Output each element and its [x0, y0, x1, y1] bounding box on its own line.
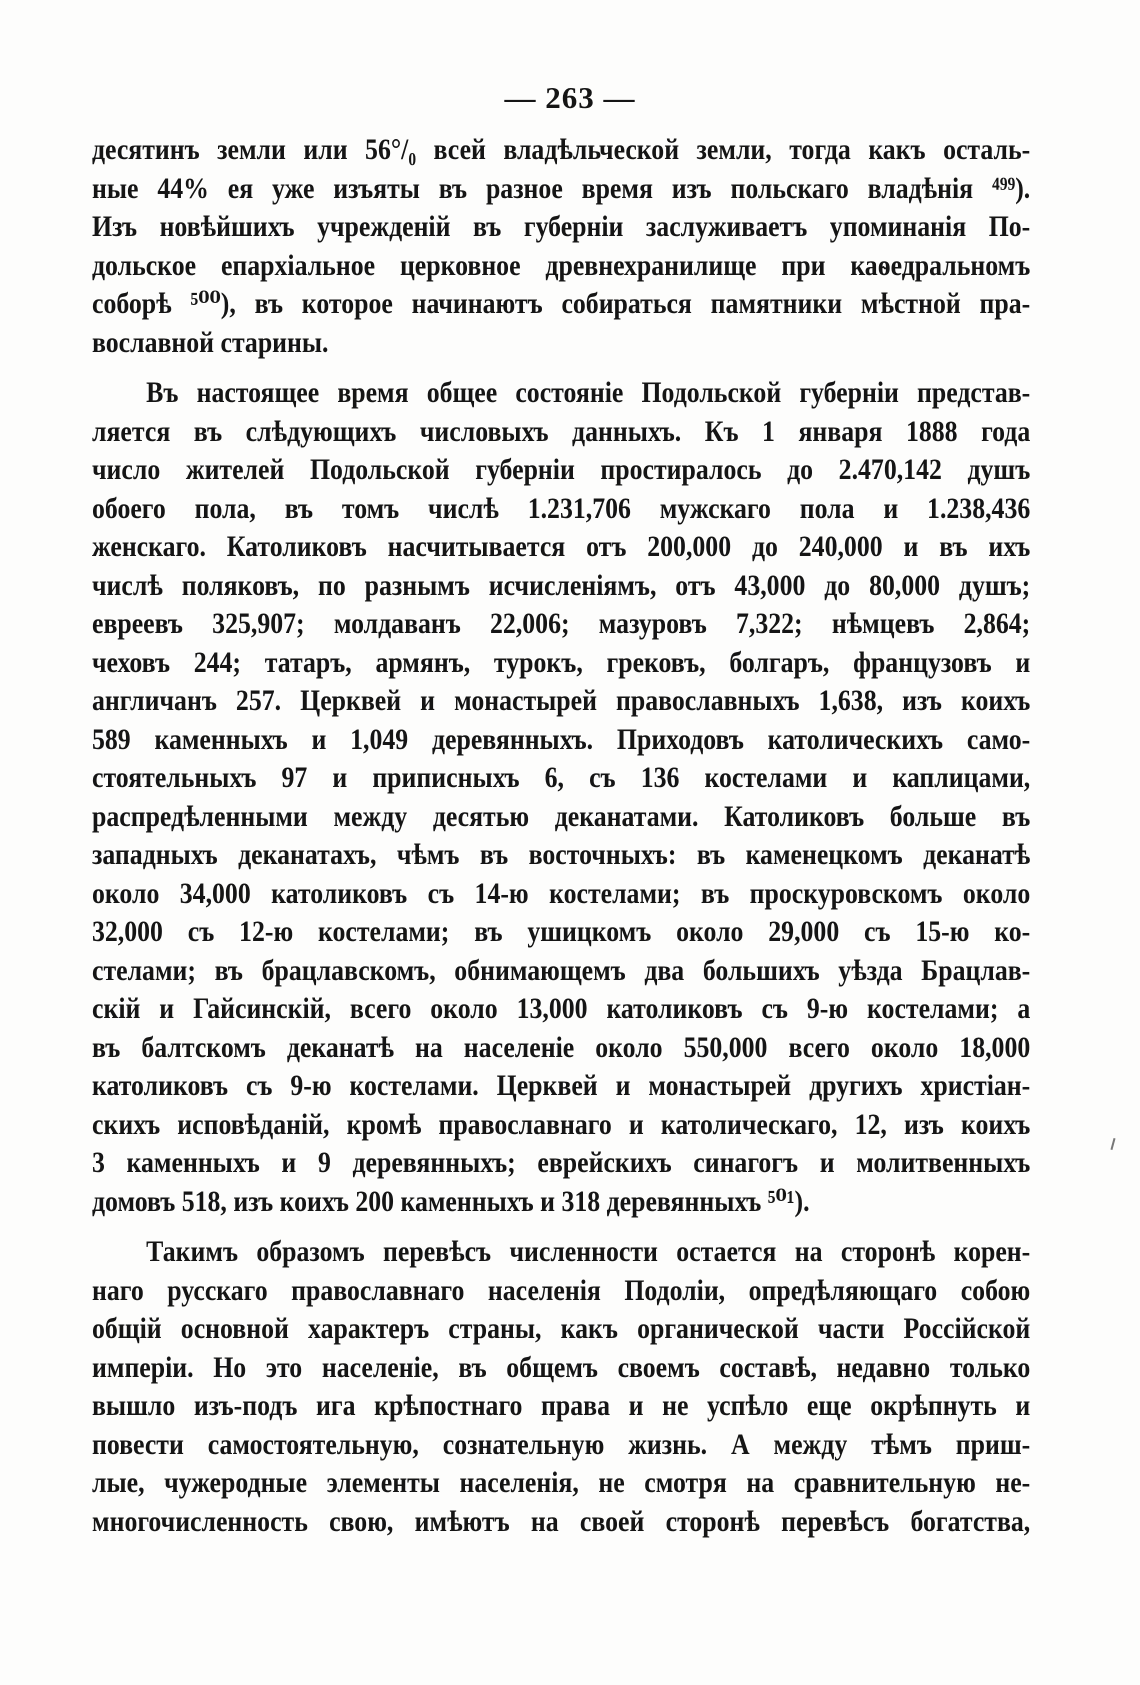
text-line: Въ настоящее время общее состояніе Подольской губерніи представ- — [146, 376, 1031, 409]
scan-speck — [1110, 1138, 1115, 1150]
text-line: Такимъ образомъ перевѣсъ численности остается на сторонѣ корен- — [146, 1235, 1031, 1268]
text-line: евреевъ 325,907; молдаванъ 22,006; мазуровъ 7,322; нѣмцевъ 2,864; — [92, 607, 1031, 640]
paragraph-gap — [92, 1221, 1030, 1233]
text-line: чеховъ 244; татаръ, армянъ, турокъ, грековъ, болгаръ, французовъ и — [92, 645, 1031, 679]
text-line: дольское епархіальное церковное древнехранилище при каѳедральномъ — [92, 248, 1031, 282]
text-line: западныхъ деканатахъ, чѣмъ въ восточныхъ: въ каменецкомъ деканатѣ — [92, 838, 1031, 871]
text-line: англичанъ 257. Церквей и монастырей православныхъ 1,638, изъ коихъ — [92, 684, 1031, 717]
text-line: женскаго. Католиковъ насчитывается отъ 200,000 до 240,000 и въ ихъ — [92, 530, 1031, 563]
text-line: стоятельныхъ 97 и приписныхъ 6, съ 136 костелами и каплицами, — [92, 761, 1031, 794]
text-line: въ балтскомъ деканатѣ на населеніе около 550,000 всего около 18,000 — [92, 1030, 1031, 1064]
paragraph-3 — [92, 1233, 1030, 1541]
text-line: стелами; въ брацлавскомъ, обнимающемъ два большихъ уѣзда Брацлав- — [92, 953, 1031, 987]
text-line: католиковъ съ 9-ю костелами. Церквей и монастырей другихъ христіан- — [92, 1069, 1031, 1102]
text-line: около 34,000 католиковъ съ 14-ю костелами; въ проскуровскомъ около — [92, 876, 1031, 910]
text-line: общій основной характеръ страны, какъ органической части Россійской — [92, 1312, 1031, 1345]
paragraph-2 — [92, 374, 1030, 1221]
text-line: имперіи. Но это населеніе, въ общемъ своемъ составѣ, недавно только — [92, 1350, 1031, 1384]
page-number: — 263 — — [504, 80, 636, 115]
text-line: числѣ поляковъ, по разнымъ исчисленіямъ, отъ 43,000 до 80,000 душъ; — [92, 568, 1031, 602]
text-line: число жителей Подольской губерніи простиралось до 2.470,142 душъ — [92, 453, 1031, 486]
text-line: 589 каменныхъ и 1,049 деревянныхъ. Приходовъ католическихъ само- — [92, 722, 1031, 756]
text-line: скихъ исповѣданій, кромѣ православнаго и католическаго, 12, изъ коихъ — [92, 1107, 1031, 1141]
text-line: соборѣ ⁵⁰⁰), въ которое начинаютъ собираться памятники мѣстной пра- — [92, 287, 1031, 320]
text-line: наго русскаго православнаго населенія Подоліи, опредѣляющаго собою — [92, 1273, 1031, 1307]
text-line: домовъ 518, изъ коихъ 200 каменныхъ и 318 деревянныхъ ⁵⁰¹). — [92, 1184, 810, 1218]
text-line: лые, чужеродные элементы населенія, не смотря на сравнительную не- — [92, 1466, 1031, 1499]
text-line: повести самостоятельную, сознательную жизнь. А между тѣмъ приш- — [92, 1427, 1031, 1461]
text-line: 3 каменныхъ и 9 деревянныхъ; еврейскихъ синагогъ и молитвенныхъ — [92, 1146, 1031, 1179]
text-line: вославной старины. — [92, 325, 329, 359]
text-line: распредѣленными между десятью деканатами. Католиковъ больше въ — [92, 799, 1031, 833]
text-line: ные 44% ея уже изъяты въ разное время изъ польскаго владѣнія ⁴⁹⁹). — [92, 171, 1031, 205]
paragraph-1 — [92, 131, 1030, 362]
text-line: десятинъ земли или 56°/₀ всей владѣльческой земли, тогда какъ осталь- — [92, 133, 1031, 166]
paragraph-gap — [92, 362, 1030, 374]
text-line: ляется въ слѣдующихъ числовыхъ данныхъ. Къ 1 января 1888 года — [92, 414, 1031, 448]
text-line: многочисленность свою, имѣютъ на своей сторонѣ перевѣсъ богатства, — [92, 1504, 1031, 1538]
text-line: вышло изъ-подъ ига крѣпостнаго права и не успѣло еще окрѣпнуть и — [92, 1389, 1031, 1422]
text-line: скій и Гайсинскій, всего около 13,000 католиковъ съ 9-ю костелами; а — [92, 992, 1031, 1025]
body-text — [92, 131, 1030, 1541]
text-line: 32,000 съ 12-ю костелами; въ ушицкомъ около 29,000 съ 15-ю ко- — [92, 915, 1031, 948]
text-line: Изъ новѣйшихъ учрежденій въ губерніи заслуживаетъ упоминанія По- — [92, 210, 1031, 243]
text-line: обоего пола, въ томъ числѣ 1.231,706 мужскаго пола и 1.238,436 — [92, 491, 1031, 525]
